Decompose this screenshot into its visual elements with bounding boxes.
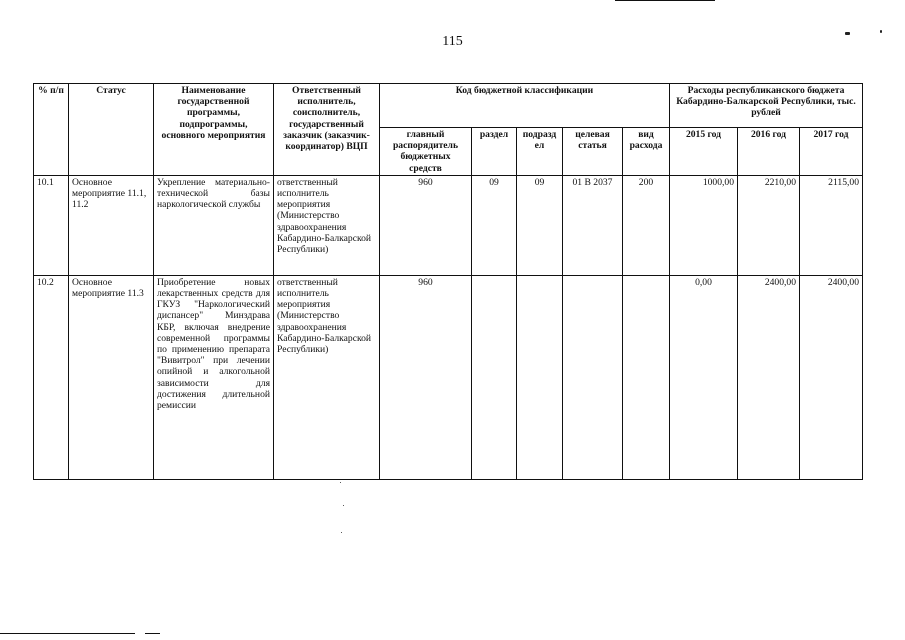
- row-2016: 2400,00: [738, 275, 800, 479]
- page-number: 115: [442, 34, 463, 49]
- row-section: 09: [472, 175, 517, 275]
- row-status: Основное мероприятие 11.3: [69, 275, 154, 479]
- row-section: [472, 275, 517, 479]
- header-2017: 2017 год: [800, 128, 863, 176]
- header-responsible: Ответственный исполнитель, соисполнитель, государственный заказчик (заказчик-координатор) ВЦП: [274, 84, 380, 176]
- row-target-article: 01 В 2037: [563, 175, 623, 275]
- row-2015: 1000,00: [670, 175, 738, 275]
- table-row: [34, 275, 863, 479]
- row-main-manager: 960: [380, 275, 472, 479]
- row-num: 10.2: [34, 275, 69, 479]
- row-main-manager: 960: [380, 175, 472, 275]
- row-2015: 0,00: [670, 275, 738, 479]
- header-section: раздел: [472, 128, 517, 176]
- row-target-article: [563, 275, 623, 479]
- header-subsection: подразд ел: [517, 128, 563, 176]
- row-2016: 2210,00: [738, 175, 800, 275]
- row-subsection: 09: [517, 175, 563, 275]
- top-edge-rule: [615, 0, 715, 1]
- header-num: % п/п: [34, 84, 69, 176]
- header-status: Статус: [69, 84, 154, 176]
- row-status: Основное мероприятие 11.1, 11.2: [69, 175, 154, 275]
- budget-table: [33, 83, 863, 480]
- row-expense-type: [623, 275, 670, 479]
- row-2017: 2115,00: [800, 175, 863, 275]
- footnote-rule: [0, 633, 135, 634]
- header-name: Наименование государственной программы, подпрограммы, основного мероприятия: [154, 84, 274, 176]
- header-main-manager: главный распорядитель бюджетных средств: [380, 128, 472, 176]
- row-num: 10.1: [34, 175, 69, 275]
- row-expense-type: 200: [623, 175, 670, 275]
- header-budget-code: Код бюджетной классификации: [380, 84, 670, 128]
- row-2017: 2400,00: [800, 275, 863, 479]
- footnote-rule-short: [145, 633, 160, 634]
- header-2016: 2016 год: [738, 128, 800, 176]
- row-subsection: [517, 275, 563, 479]
- header-target-article: целевая статья: [563, 128, 623, 176]
- row-responsible: ответственный исполнитель мероприятия (Министерство здравоохранения Кабардино-Балкарской Республики): [274, 175, 380, 275]
- header-expenses: Расходы республиканского бюджета Кабардино-Балкарской Республики, тыс. рублей: [670, 84, 863, 128]
- row-name: Укрепление материально-технической базы наркологической службы: [154, 175, 274, 275]
- row-name: Приобретение новых лекарственных средств для ГКУЗ "Наркологический диспансер" Минздрава КБР, включая внедрение современной программы по применению препарата "Вивитрол" при лечении опийной и алкогольной зависимости для достижения длительной ремиссии: [154, 275, 274, 479]
- header-expense-type: вид расхода: [623, 128, 670, 176]
- table-row: [34, 175, 863, 275]
- row-responsible: ответственный исполнитель мероприятия (Министерство здравоохранения Кабардино-Балкарской Республики): [274, 275, 380, 479]
- header-2015: 2015 год: [670, 128, 738, 176]
